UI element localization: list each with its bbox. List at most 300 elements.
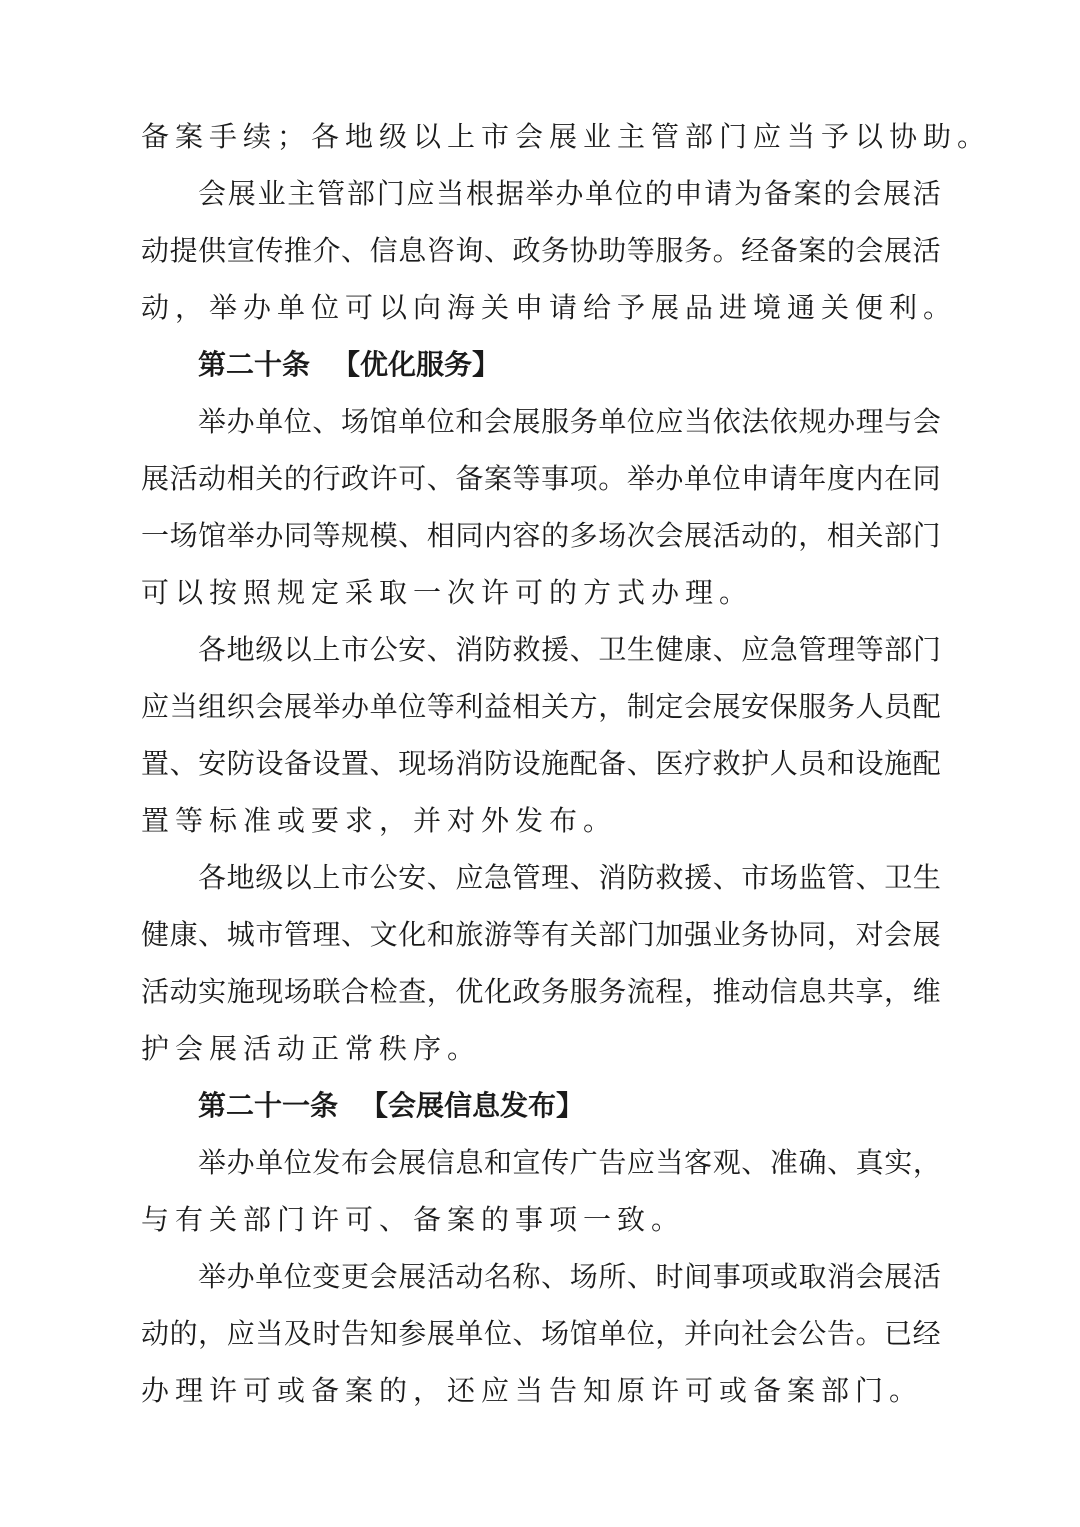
glyph: 安	[198, 747, 227, 780]
glyph: 理	[541, 861, 570, 894]
glyph: ，	[598, 690, 627, 723]
glyph: 现	[398, 747, 427, 780]
glyph: 各	[198, 861, 227, 894]
glyph: 展	[398, 1260, 427, 1293]
text-line	[141, 507, 941, 564]
glyph: 一	[141, 519, 170, 552]
glyph: 年	[798, 462, 827, 495]
glyph: 、	[626, 1260, 655, 1293]
glyph: 优	[455, 975, 484, 1008]
glyph: 救	[655, 861, 684, 894]
glyph: 并	[683, 1317, 712, 1350]
glyph: 制	[626, 690, 655, 723]
glyph: 救	[712, 747, 741, 780]
glyph: 合	[341, 975, 370, 1008]
glyph: 方	[569, 690, 598, 723]
glyph: 、	[169, 747, 198, 780]
glyph: 次	[626, 519, 655, 552]
glyph: 旅	[455, 918, 484, 951]
text-line	[141, 621, 941, 678]
glyph: 观	[712, 1146, 741, 1179]
glyph: 门	[376, 177, 405, 210]
glyph: 务	[683, 234, 712, 267]
glyph: 规	[341, 519, 370, 552]
glyph: 社	[741, 1317, 770, 1350]
glyph: 场	[598, 519, 627, 552]
glyph: 确	[798, 1146, 827, 1179]
glyph: 备	[283, 747, 312, 780]
glyph: 城	[226, 918, 255, 951]
glyph: 据	[495, 177, 524, 210]
glyph: 护	[741, 747, 770, 780]
glyph: 、	[483, 234, 512, 267]
glyph: 援	[684, 861, 713, 894]
glyph: 展	[683, 519, 712, 552]
glyph: 维	[912, 975, 941, 1008]
glyph: 备	[455, 462, 484, 495]
glyph: 展	[884, 234, 913, 267]
glyph: 安	[398, 633, 427, 666]
glyph: 同	[283, 519, 312, 552]
glyph: 关	[255, 462, 284, 495]
glyph: 位	[626, 1317, 655, 1350]
glyph: 政	[512, 975, 541, 1008]
glyph: ，	[912, 1146, 941, 1179]
glyph: 为	[734, 177, 763, 210]
glyph: 、	[426, 633, 455, 666]
text-line: 置等标准或要求，并对外发布。	[141, 804, 618, 837]
glyph: 同	[455, 519, 484, 552]
glyph: 救	[512, 633, 541, 666]
glyph: 卫	[884, 861, 913, 894]
glyph: ，	[826, 918, 855, 951]
glyph: 活	[912, 234, 941, 267]
glyph: 信	[769, 975, 798, 1008]
glyph: 单	[255, 1146, 284, 1179]
glyph: 模	[369, 519, 398, 552]
glyph: 理	[827, 633, 856, 666]
glyph: 传	[255, 234, 284, 267]
glyph: 消	[827, 1260, 856, 1293]
glyph: 名	[483, 1260, 512, 1293]
glyph: 馆	[369, 405, 398, 438]
glyph: 备	[598, 747, 627, 780]
glyph: 门	[912, 519, 941, 552]
glyph: 展	[227, 177, 256, 210]
glyph: 单	[455, 1317, 484, 1350]
glyph: 申	[674, 177, 703, 210]
glyph: 知	[369, 1317, 398, 1350]
text-line	[141, 678, 941, 735]
text-line	[141, 963, 941, 1020]
glyph: 上	[312, 861, 341, 894]
glyph: 备	[763, 177, 792, 210]
glyph: 政	[512, 234, 541, 267]
glyph: 展	[512, 405, 541, 438]
glyph: 应	[655, 405, 684, 438]
glyph: 案	[793, 177, 822, 210]
glyph: 展	[912, 918, 941, 951]
glyph: 急	[483, 861, 512, 894]
glyph: 、	[569, 633, 598, 666]
glyph: 在	[884, 462, 913, 495]
glyph: 位	[398, 690, 427, 723]
glyph: 理	[855, 405, 884, 438]
glyph: 会	[255, 690, 284, 723]
glyph: 、	[855, 861, 884, 894]
glyph: 设	[255, 747, 284, 780]
glyph: 、	[741, 1146, 770, 1179]
glyph: 公	[369, 861, 398, 894]
glyph: 项	[741, 1260, 770, 1293]
glyph: 、	[712, 861, 741, 894]
glyph: 单	[255, 1260, 284, 1293]
glyph: 康	[169, 918, 198, 951]
glyph: 当	[684, 405, 713, 438]
glyph: ，	[884, 975, 913, 1008]
glyph: 检	[369, 975, 398, 1008]
glyph: 更	[340, 1260, 369, 1293]
glyph: 等	[512, 462, 541, 495]
glyph: 、	[312, 405, 341, 438]
glyph: 、	[369, 747, 398, 780]
glyph: 信	[369, 234, 398, 267]
glyph: 、	[198, 918, 227, 951]
glyph: 安	[398, 861, 427, 894]
glyph: 。	[598, 462, 627, 495]
glyph: 动	[141, 1317, 170, 1350]
glyph: 以	[283, 633, 312, 666]
document-page	[141, 108, 992, 1419]
article-title: 【会展信息发布】	[360, 1089, 585, 1122]
glyph: 所	[598, 1260, 627, 1293]
glyph: 游	[483, 918, 512, 951]
glyph: 部	[884, 519, 913, 552]
glyph: 会	[853, 177, 882, 210]
glyph: 的	[283, 462, 312, 495]
text-line	[141, 393, 941, 450]
glyph: 管	[827, 861, 856, 894]
glyph: 员	[798, 747, 827, 780]
glyph: 询	[455, 234, 484, 267]
glyph: 务	[569, 405, 598, 438]
glyph: 防	[626, 861, 655, 894]
glyph: 布	[340, 1146, 369, 1179]
glyph: 防	[483, 633, 512, 666]
glyph: 动	[198, 462, 227, 495]
glyph: 广	[569, 1146, 598, 1179]
glyph: 享	[855, 975, 884, 1008]
glyph: 现	[255, 975, 284, 1008]
glyph: 急	[769, 633, 798, 666]
glyph: 真	[855, 1146, 884, 1179]
glyph: 位	[712, 462, 741, 495]
glyph: 办	[226, 1260, 255, 1293]
glyph: 发	[312, 1146, 341, 1179]
glyph: 位	[283, 405, 312, 438]
glyph: 活	[141, 975, 170, 1008]
glyph: 传	[541, 1146, 570, 1179]
glyph: 应	[626, 1146, 655, 1179]
glyph: 织	[226, 690, 255, 723]
glyph: 利	[455, 690, 484, 723]
glyph: 当	[436, 177, 465, 210]
glyph: 配	[569, 747, 598, 780]
glyph: 请	[704, 177, 733, 210]
glyph: 会	[198, 177, 227, 210]
glyph: 信	[426, 1146, 455, 1179]
glyph: 宣	[226, 234, 255, 267]
glyph: 会	[912, 405, 941, 438]
glyph: 管	[283, 918, 312, 951]
glyph: 的	[169, 1317, 198, 1350]
glyph: 场	[283, 975, 312, 1008]
glyph: 、	[426, 462, 455, 495]
glyph: 动	[169, 975, 198, 1008]
glyph: 申	[741, 462, 770, 495]
text-line: 备案手续；各地级以上市会展业主管部门应当予以协助。	[141, 120, 992, 153]
glyph: 法	[741, 405, 770, 438]
glyph: 举	[626, 462, 655, 495]
glyph: 告	[598, 1146, 627, 1179]
article-title: 【优化服务】	[332, 348, 501, 381]
glyph: 和	[426, 918, 455, 951]
glyph: 务	[541, 234, 570, 267]
glyph: 位	[483, 1317, 512, 1350]
glyph: 的	[644, 177, 673, 210]
glyph: 组	[198, 690, 227, 723]
article-number: 第二十一条	[198, 1089, 339, 1122]
glyph: 防	[483, 747, 512, 780]
glyph: 施	[226, 975, 255, 1008]
glyph: 会	[369, 1260, 398, 1293]
glyph: 公	[798, 1317, 827, 1350]
glyph: 参	[398, 1317, 427, 1350]
glyph: 业	[712, 918, 741, 951]
glyph: 等	[626, 234, 655, 267]
glyph: 告	[826, 1317, 855, 1350]
glyph: 等	[512, 918, 541, 951]
text-line: 办理许可或备案的，还应当告知原许可或备案部门。	[141, 1374, 924, 1407]
glyph: 公	[369, 633, 398, 666]
glyph: 防	[226, 747, 255, 780]
glyph: 设	[512, 747, 541, 780]
glyph: 管	[798, 633, 827, 666]
glyph: 、	[626, 747, 655, 780]
glyph: 应	[741, 633, 770, 666]
glyph: 管	[317, 177, 346, 210]
glyph: 内	[855, 462, 884, 495]
glyph: 益	[483, 690, 512, 723]
glyph: 根	[466, 177, 495, 210]
glyph: 场	[426, 747, 455, 780]
glyph: 会	[884, 918, 913, 951]
article-heading	[141, 1077, 941, 1134]
glyph: 共	[826, 975, 855, 1008]
glyph: 门	[912, 633, 941, 666]
glyph: 业	[257, 177, 286, 210]
glyph: 许	[369, 462, 398, 495]
glyph: 与	[884, 405, 913, 438]
text-line	[141, 165, 941, 222]
glyph: 应	[406, 177, 435, 210]
glyph: 馆	[569, 1317, 598, 1350]
glyph: 活	[712, 519, 741, 552]
glyph: 度	[826, 462, 855, 495]
text-line	[141, 1134, 941, 1191]
glyph: 依	[712, 405, 741, 438]
glyph: 会	[655, 519, 684, 552]
glyph: 和	[826, 747, 855, 780]
glyph: 取	[798, 1260, 827, 1293]
glyph: 会	[483, 405, 512, 438]
glyph: ，	[683, 975, 712, 1008]
glyph: 称	[512, 1260, 541, 1293]
glyph: 位	[614, 177, 643, 210]
glyph: 健	[655, 633, 684, 666]
glyph: 、	[512, 1317, 541, 1350]
glyph: 配	[912, 690, 941, 723]
glyph: 已	[884, 1317, 913, 1350]
glyph: 、	[827, 1146, 856, 1179]
glyph: 、	[341, 234, 370, 267]
glyph: 等	[426, 690, 455, 723]
text-line	[141, 1305, 941, 1362]
glyph: 理	[312, 918, 341, 951]
glyph: 提	[169, 234, 198, 267]
glyph: 备	[769, 234, 798, 267]
glyph: 部	[884, 633, 913, 666]
glyph: 位	[626, 405, 655, 438]
glyph: 医	[655, 747, 684, 780]
glyph: 等	[855, 633, 884, 666]
glyph: 市	[340, 861, 369, 894]
glyph: 息	[455, 1146, 484, 1179]
glyph: 当	[655, 1146, 684, 1179]
glyph: 依	[769, 405, 798, 438]
glyph: 展	[426, 1317, 455, 1350]
glyph: 市	[741, 861, 770, 894]
glyph: 和	[483, 1146, 512, 1179]
glyph: 展	[884, 1260, 913, 1293]
glyph: 上	[312, 633, 341, 666]
glyph: 消	[455, 747, 484, 780]
glyph: 间	[684, 1260, 713, 1293]
glyph: 配	[912, 747, 941, 780]
glyph: 咨	[426, 234, 455, 267]
glyph: 监	[798, 861, 827, 894]
glyph: 举	[198, 1260, 227, 1293]
glyph: 人	[769, 747, 798, 780]
glyph: 会	[855, 234, 884, 267]
glyph: 准	[769, 1146, 798, 1179]
glyph: 和	[455, 405, 484, 438]
glyph: 强	[683, 918, 712, 951]
glyph: 实	[198, 975, 227, 1008]
glyph: 消	[598, 861, 627, 894]
glyph: 经	[741, 234, 770, 267]
glyph: 位	[283, 1146, 312, 1179]
text-line	[141, 450, 941, 507]
glyph: 活	[912, 177, 941, 210]
glyph: 市	[340, 633, 369, 666]
glyph: 置	[141, 747, 170, 780]
glyph: 经	[912, 1317, 941, 1350]
glyph: 举	[312, 690, 341, 723]
glyph: 办	[226, 1146, 255, 1179]
article-number: 第二十条	[198, 348, 311, 381]
glyph: 关	[541, 690, 570, 723]
glyph: 息	[798, 975, 827, 1008]
glyph: 同	[912, 462, 941, 495]
glyph: 应	[141, 690, 170, 723]
glyph: 卫	[598, 633, 627, 666]
glyph: ，	[198, 1317, 227, 1350]
glyph: 展	[283, 690, 312, 723]
glyph: 场	[541, 1317, 570, 1350]
glyph: 办	[827, 405, 856, 438]
glyph: 协	[569, 234, 598, 267]
glyph: 及	[283, 1317, 312, 1350]
glyph: 对	[855, 918, 884, 951]
glyph: 告	[341, 1317, 370, 1350]
glyph: 应	[226, 1317, 255, 1350]
glyph: ，	[655, 1317, 684, 1350]
glyph: 服	[569, 975, 598, 1008]
glyph: 展	[712, 690, 741, 723]
glyph: 查	[398, 975, 427, 1008]
glyph: 以	[283, 861, 312, 894]
article-heading	[141, 336, 941, 393]
glyph: 的	[826, 234, 855, 267]
glyph: 援	[541, 633, 570, 666]
glyph: 时	[655, 1260, 684, 1293]
glyph: 疗	[683, 747, 712, 780]
glyph: 。	[855, 1317, 884, 1350]
glyph: 施	[541, 747, 570, 780]
glyph: 、	[341, 918, 370, 951]
glyph: 动	[455, 1260, 484, 1293]
glyph: 办	[555, 177, 584, 210]
glyph: 场	[569, 1260, 598, 1293]
glyph: 位	[426, 405, 455, 438]
glyph: 事	[712, 1260, 741, 1293]
text-line	[141, 849, 941, 906]
glyph: 会	[769, 1317, 798, 1350]
glyph: 举	[525, 177, 554, 210]
glyph: 活	[912, 1260, 941, 1293]
glyph: 。	[712, 234, 741, 267]
glyph: 化	[483, 975, 512, 1008]
glyph: 推	[283, 234, 312, 267]
text-line	[141, 735, 941, 792]
glyph: 程	[655, 975, 684, 1008]
glyph: 馆	[198, 519, 227, 552]
glyph: 会	[369, 1146, 398, 1179]
glyph: 单	[255, 405, 284, 438]
glyph: 相	[226, 462, 255, 495]
glyph: 变	[312, 1260, 341, 1293]
glyph: 文	[369, 918, 398, 951]
glyph: 可	[398, 462, 427, 495]
glyph: 保	[769, 690, 798, 723]
glyph: 单	[598, 405, 627, 438]
glyph: 场	[169, 519, 198, 552]
glyph: 、	[569, 861, 598, 894]
glyph: 定	[655, 690, 684, 723]
glyph: 级	[255, 861, 284, 894]
glyph: 政	[341, 462, 370, 495]
